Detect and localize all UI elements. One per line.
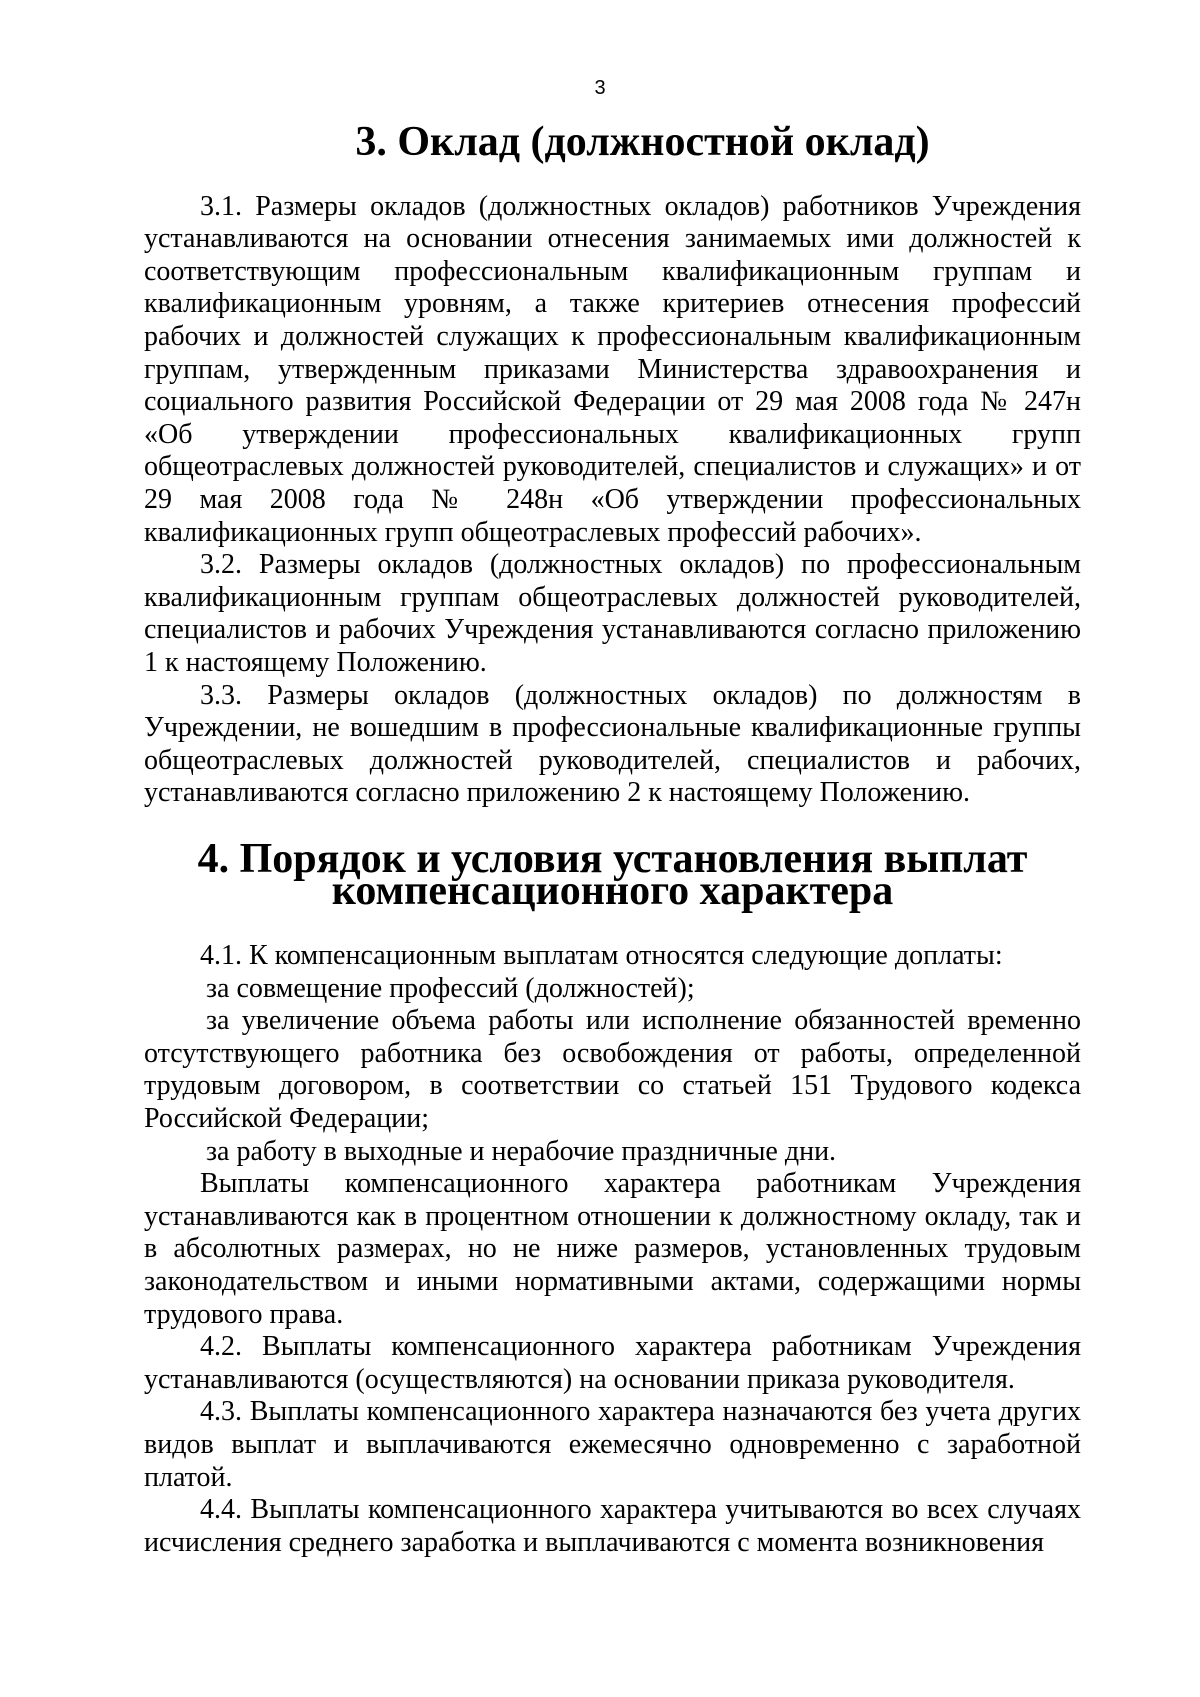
list-item-combination: за совмещение профессий (должностей);: [206, 972, 695, 1004]
paragraph-4-3: 4.3. Выплаты компенсационного характера назначаются без учета других видов выплат и выплачиваются ежемесячно одновременно с заработной платой.: [144, 1396, 1081, 1493]
paragraph-3-2: 3.2. Размеры окладов (должностных окладов) по профессиональным квалификационным группам общеотраслевых должностей руководителей, специалистов и рабочих Учреждения устанавливаются согласно приложению 1 к настоящему Положению.: [144, 549, 1081, 678]
section-3-title-text: 3. Оклад (должностной оклад): [355, 119, 930, 165]
paragraph-4-1-payments: Выплаты компенсационного характера работникам Учреждения устанавливаются как в процентном отношении к должностному окладу, так и в абсолютных размерах, но не ниже размеров, установленных трудовым законодательством и иными нормативными актами, содержащими нормы трудового права.: [144, 1168, 1081, 1330]
paragraph-3-1: 3.1. Размеры окладов (должностных окладов) работников Учреждения устанавливаются на основании отнесения занимаемых ими должностей к соответствующим профессиональным квалификационным группам и квалификационным уровням, а также критериев отнесения профессий рабочих и должностей служащих к профессиональным квалификационным группам, утвержденным приказами Министерства здравоохранения и социального развития Российской Федерации от 29 мая 2008 года № 247н «Об утверждении профессиональных квалификационных групп общеотраслевых должностей руководителей, специалистов и служащих» и от 29 мая 2008 года № 248н «Об утверждении профессиональных квалификационных групп общеотраслевых профессий рабочих».: [144, 190, 1081, 548]
section-4-title-line-1: 4. Порядок и условия установления выплат: [197, 835, 1028, 882]
paragraph-4-2: 4.2. Выплаты компенсационного характера работникам Учреждения устанавливаются (осуществляются) на основании приказа руководителя.: [144, 1331, 1081, 1395]
page-number: 3: [594, 77, 606, 99]
section-4-title: [144, 835, 1081, 915]
document-body: [144, 119, 1081, 1559]
paragraph-4-4: 4.4. Выплаты компенсационного характера учитываются во всех случаях исчисления среднего заработка и выплачиваются с момента возникновения: [144, 1494, 1081, 1558]
section-3-title: [144, 119, 1081, 165]
paragraph-4-1: 4.1. К компенсационным выплатам относятся следующие доплаты:: [200, 940, 1003, 972]
list-item-workload-increase: за увеличение объема работы или исполнение обязанностей временно отсутствующего работника без освобождения от работы, определенной трудовым договором, в соответствии со статьей 151 Трудового кодекса Российской Федерации;: [144, 1005, 1081, 1135]
paragraph-3-3: 3.3. Размеры окладов (должностных окладов) по должностям в Учреждении, не вошедшим в профессиональные квалификационные группы общеотраслевых должностей руководителей, специалистов и рабочих, устанавливаются согласно приложению 2 к настоящему Положению.: [144, 679, 1081, 809]
section-4-title-line-2: компенсационного характера: [331, 868, 894, 915]
list-item-holidays: за работу в выходные и нерабочие праздничные дни.: [206, 1135, 837, 1167]
